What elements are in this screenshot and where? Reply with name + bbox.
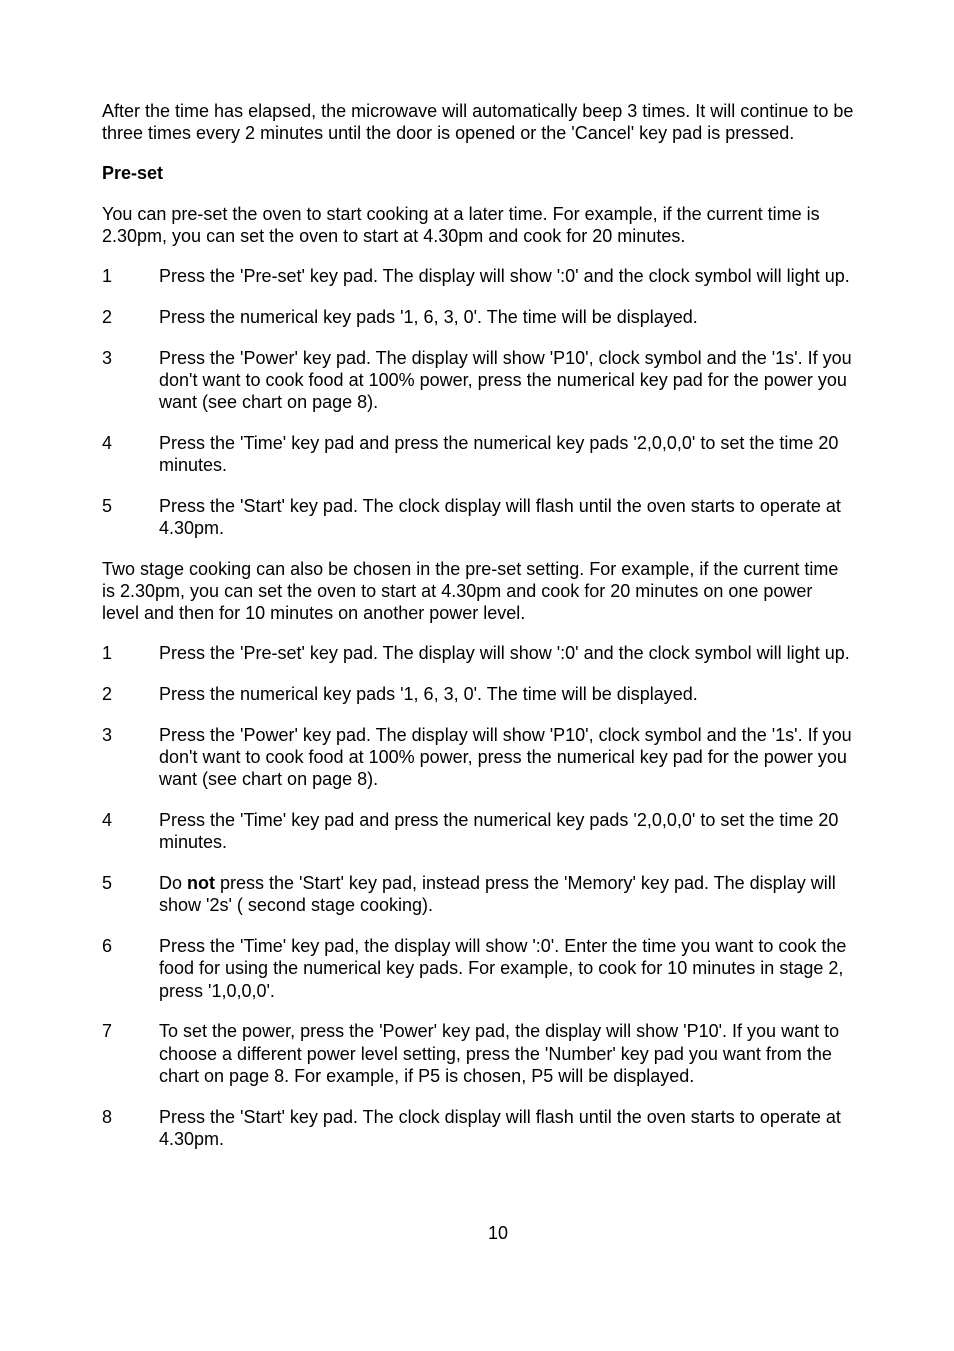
step-number: 6	[102, 936, 113, 957]
list-item	[102, 809, 854, 853]
step-number: 1	[102, 643, 113, 664]
step-text-before: Do	[159, 873, 188, 894]
document-page	[102, 100, 854, 1150]
emphasis-not: not	[187, 873, 215, 894]
step-number: 3	[102, 725, 113, 746]
list-item	[102, 432, 854, 476]
step-number: 3	[102, 347, 113, 368]
step-text: Press the 'Start' key pad. The clock display will flash until the oven starts to operate at 4.30pm.	[159, 1106, 841, 1149]
intro-paragraph: After the time has elapsed, the microwave will automatically beep 3 times. It will continue to be three times every 2 minutes until the door is opened or the 'Cancel' key pad is pressed.	[102, 101, 854, 144]
step-number: 4	[102, 432, 113, 453]
step-number: 2	[102, 306, 113, 327]
step-number: 1	[102, 266, 113, 287]
list-item	[102, 683, 854, 705]
list-item	[102, 724, 854, 791]
list-item	[102, 495, 854, 539]
step-number: 4	[102, 810, 113, 831]
section-heading-preset: Pre-set	[102, 163, 164, 184]
step-text: Press the 'Time' key pad and press the numerical key pads '2,0,0,0' to set the time 20 minutes.	[159, 432, 839, 476]
step-number: 2	[102, 684, 113, 705]
list-item	[102, 1106, 854, 1150]
two-stage-steps-list	[102, 642, 854, 1150]
step-text: Press the numerical key pads '1, 6, 3, 0'. The time will be displayed.	[159, 306, 698, 327]
preset-intro-paragraph: You can pre-set the oven to start cooking at a later time. For example, if the current time is 2.30pm, you can set the oven to start at 4.30pm and cook for 20 minutes.	[102, 203, 820, 246]
list-item	[102, 935, 854, 1002]
list-item	[102, 872, 854, 916]
step-text: Press the numerical key pads '1, 6, 3, 0'. The time will be displayed.	[159, 684, 698, 705]
page-number: 10	[487, 1223, 509, 1243]
step-text: Press the 'Power' key pad. The display will show 'P10', clock symbol and the '1s'. If you don't want to cook food at 100% power, press the numerical key pad for the power you want (see chart on page 8).	[159, 347, 852, 413]
step-number: 8	[102, 1106, 113, 1127]
step-number: 5	[102, 873, 113, 894]
list-item	[102, 265, 854, 287]
step-text	[159, 872, 854, 916]
list-item	[102, 306, 854, 328]
step-text: Press the 'Time' key pad, the display will show ':0'. Enter the time you want to cook the food for using the numerical key pads. For example, to cook for 10 minutes in stage 2, press '1,0,0,0'.	[159, 936, 847, 1001]
step-number: 7	[102, 1021, 113, 1042]
step-text-after: press the 'Start' key pad, instead press the 'Memory' key pad. The display will show '2s' ( second stage cooking).	[159, 873, 836, 916]
list-item	[102, 642, 854, 664]
step-text: Press the 'Start' key pad. The clock display will flash until the oven starts to operate at 4.30pm.	[159, 495, 841, 539]
step-text: Press the 'Time' key pad and press the numerical key pads '2,0,0,0' to set the time 20 minutes.	[159, 810, 839, 853]
step-text: Press the 'Power' key pad. The display will show 'P10', clock symbol and the '1s'. If you don't want to cook food at 100% power, press the numerical key pad for the power you want (see chart on page 8).	[159, 725, 852, 790]
list-item	[102, 1020, 854, 1087]
step-text: Press the 'Pre-set' key pad. The display will show ':0' and the clock symbol will light up.	[159, 266, 850, 287]
step-text: Press the 'Pre-set' key pad. The display will show ':0' and the clock symbol will light up.	[159, 643, 850, 664]
step-text: To set the power, press the 'Power' key pad, the display will show 'P10'. If you want to choose a different power level setting, press the 'Number' key pad you want from the chart on page 8. For example, if P5 is chosen, P5 will be displayed.	[159, 1021, 840, 1086]
preset-steps-list	[102, 265, 854, 539]
list-item	[102, 347, 854, 414]
two-stage-paragraph: Two stage cooking can also be chosen in the pre-set setting. For example, if the current time is 2.30pm, you can set the oven to start at 4.30pm and cook for 20 minutes on one power level and then for 10 minutes on another power level.	[102, 558, 839, 624]
step-number: 5	[102, 495, 113, 516]
